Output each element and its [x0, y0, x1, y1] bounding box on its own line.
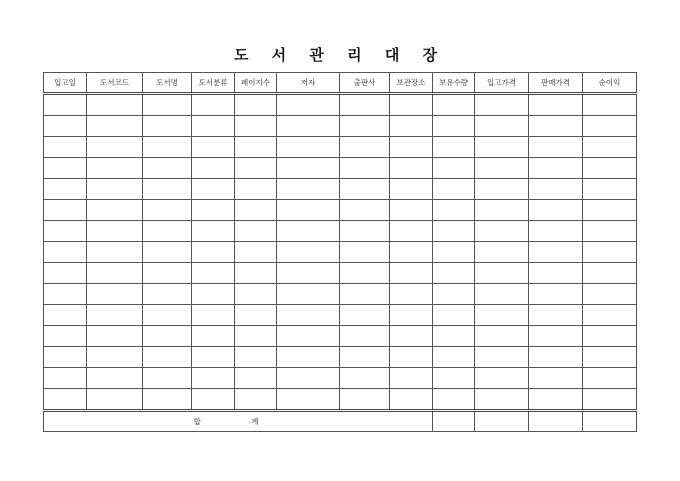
table-cell[interactable] [475, 158, 529, 179]
table-row [44, 137, 637, 158]
table-cell[interactable] [235, 305, 277, 326]
table-row [44, 389, 637, 411]
table-cell[interactable] [475, 94, 529, 116]
table-cell[interactable] [583, 200, 637, 221]
table-cell[interactable] [44, 389, 87, 411]
table-cell[interactable] [529, 158, 583, 179]
table-cell[interactable] [390, 326, 433, 347]
column-header-quantity: 보유수량 [433, 73, 475, 94]
table-cell[interactable] [340, 242, 390, 263]
table-cell[interactable] [529, 94, 583, 116]
table-cell[interactable] [433, 158, 475, 179]
table-cell[interactable] [87, 200, 143, 221]
table-cell[interactable] [87, 389, 143, 411]
table-cell[interactable] [433, 389, 475, 411]
table-cell[interactable] [235, 389, 277, 411]
table-cell[interactable] [143, 200, 192, 221]
table-cell[interactable] [583, 116, 637, 137]
table-cell[interactable] [529, 389, 583, 411]
table-cell[interactable] [583, 368, 637, 389]
table-row [44, 200, 637, 221]
total-cell-net-profit[interactable] [583, 411, 637, 432]
table-cell[interactable] [192, 158, 235, 179]
table-cell[interactable] [277, 305, 340, 326]
table-cell[interactable] [277, 137, 340, 158]
table-cell[interactable] [529, 179, 583, 200]
table-cell[interactable] [192, 305, 235, 326]
table-cell[interactable] [390, 242, 433, 263]
table-cell[interactable] [340, 389, 390, 411]
table-cell[interactable] [143, 179, 192, 200]
table-cell[interactable] [143, 242, 192, 263]
table-cell[interactable] [192, 347, 235, 368]
table-cell[interactable] [433, 200, 475, 221]
table-row [44, 368, 637, 389]
table-cell[interactable] [583, 326, 637, 347]
total-row [44, 411, 637, 432]
book-ledger-table [43, 72, 637, 432]
table-cell[interactable] [529, 242, 583, 263]
table-cell[interactable] [44, 94, 87, 116]
table-cell[interactable] [390, 368, 433, 389]
table-cell[interactable] [87, 179, 143, 200]
table-cell[interactable] [529, 137, 583, 158]
table-cell[interactable] [433, 179, 475, 200]
table-cell[interactable] [235, 179, 277, 200]
table-cell[interactable] [433, 305, 475, 326]
table-cell[interactable] [143, 221, 192, 242]
table-cell[interactable] [44, 326, 87, 347]
table-cell[interactable] [340, 179, 390, 200]
table-cell[interactable] [192, 389, 235, 411]
total-cell-quantity[interactable] [433, 411, 475, 432]
table-cell[interactable] [583, 242, 637, 263]
table-cell[interactable] [390, 116, 433, 137]
page-title: 도 서 관 리 대 장 [233, 46, 447, 64]
table-cell[interactable] [44, 242, 87, 263]
table-cell[interactable] [390, 94, 433, 116]
table-cell[interactable] [475, 389, 529, 411]
table-cell[interactable] [340, 368, 390, 389]
table-cell[interactable] [529, 368, 583, 389]
column-header-publisher: 출판사 [340, 73, 390, 94]
table-cell[interactable] [475, 305, 529, 326]
table-cell[interactable] [390, 389, 433, 411]
table-cell[interactable] [192, 368, 235, 389]
table-cell[interactable] [192, 137, 235, 158]
table-cell[interactable] [529, 263, 583, 284]
table-cell[interactable] [87, 242, 143, 263]
table-cell[interactable] [235, 200, 277, 221]
total-cell-sale-price[interactable] [529, 411, 583, 432]
table-cell[interactable] [433, 221, 475, 242]
column-header-receipt-date: 입고일 [44, 73, 87, 94]
table-cell[interactable] [340, 158, 390, 179]
table-cell[interactable] [277, 200, 340, 221]
table-cell[interactable] [277, 389, 340, 411]
table-cell[interactable] [87, 116, 143, 137]
table-row [44, 326, 637, 347]
table-cell[interactable] [433, 326, 475, 347]
table-cell[interactable] [143, 137, 192, 158]
column-header-author: 저자 [277, 73, 340, 94]
table-cell[interactable] [192, 326, 235, 347]
table-cell[interactable] [529, 284, 583, 305]
table-cell[interactable] [235, 347, 277, 368]
table-cell[interactable] [475, 221, 529, 242]
table-cell[interactable] [44, 221, 87, 242]
table-cell[interactable] [44, 179, 87, 200]
total-cell-purchase-price[interactable] [475, 411, 529, 432]
column-header-book-code: 도서코드 [87, 73, 143, 94]
column-header-book-category: 도서분류 [192, 73, 235, 94]
table-cell[interactable] [143, 263, 192, 284]
table-cell[interactable] [277, 263, 340, 284]
table-cell[interactable] [44, 263, 87, 284]
table-cell[interactable] [87, 284, 143, 305]
table-cell[interactable] [390, 137, 433, 158]
table-cell[interactable] [44, 368, 87, 389]
table-row [44, 305, 637, 326]
table-cell[interactable] [235, 242, 277, 263]
table-cell[interactable] [87, 137, 143, 158]
table-cell[interactable] [529, 200, 583, 221]
table-row [44, 116, 637, 137]
table-cell[interactable] [235, 94, 277, 116]
table-cell[interactable] [192, 242, 235, 263]
table-cell[interactable] [87, 347, 143, 368]
table-cell[interactable] [390, 221, 433, 242]
table-cell[interactable] [192, 221, 235, 242]
column-header-book-title: 도서명 [143, 73, 192, 94]
header-row [44, 73, 637, 94]
table-cell[interactable] [475, 368, 529, 389]
table-cell[interactable] [475, 347, 529, 368]
table-cell[interactable] [143, 389, 192, 411]
table-cell[interactable] [529, 347, 583, 368]
table-cell[interactable] [44, 158, 87, 179]
table-row [44, 94, 637, 116]
table-cell[interactable] [143, 116, 192, 137]
table-cell[interactable] [529, 221, 583, 242]
table-cell[interactable] [475, 326, 529, 347]
column-header-page-count: 페이지수 [235, 73, 277, 94]
table-cell[interactable] [143, 94, 192, 116]
table-cell[interactable] [390, 347, 433, 368]
table-cell[interactable] [340, 263, 390, 284]
table-row [44, 263, 637, 284]
table-cell[interactable] [235, 368, 277, 389]
table-cell[interactable] [583, 137, 637, 158]
table-cell[interactable] [192, 263, 235, 284]
table-cell[interactable] [277, 179, 340, 200]
table-cell[interactable] [583, 94, 637, 116]
table-cell[interactable] [475, 200, 529, 221]
table-cell[interactable] [44, 200, 87, 221]
table-cell[interactable] [583, 263, 637, 284]
table-cell[interactable] [277, 326, 340, 347]
table-cell[interactable] [44, 116, 87, 137]
table-cell[interactable] [277, 158, 340, 179]
table-cell[interactable] [433, 347, 475, 368]
table-cell[interactable] [143, 347, 192, 368]
table-cell[interactable] [433, 137, 475, 158]
table-cell[interactable] [192, 116, 235, 137]
table-cell[interactable] [87, 94, 143, 116]
table-cell[interactable] [277, 284, 340, 305]
ledger-body [44, 94, 637, 411]
table-cell[interactable] [390, 284, 433, 305]
table-cell[interactable] [192, 200, 235, 221]
column-header-purchase-price: 입고가격 [475, 73, 529, 94]
table-cell[interactable] [475, 116, 529, 137]
table-cell[interactable] [87, 221, 143, 242]
table-cell[interactable] [87, 263, 143, 284]
table-row [44, 242, 637, 263]
table-cell[interactable] [277, 242, 340, 263]
table-cell[interactable] [475, 284, 529, 305]
table-row [44, 179, 637, 200]
table-cell[interactable] [44, 305, 87, 326]
table-row [44, 284, 637, 305]
table-cell[interactable] [235, 137, 277, 158]
table-cell[interactable] [87, 368, 143, 389]
total-label: 합 계 [44, 411, 433, 432]
column-header-net-profit: 순이익 [583, 73, 637, 94]
table-cell[interactable] [583, 221, 637, 242]
table-cell[interactable] [143, 158, 192, 179]
table-cell[interactable] [235, 221, 277, 242]
column-header-sale-price: 판매가격 [529, 73, 583, 94]
table-cell[interactable] [277, 116, 340, 137]
table-cell[interactable] [340, 94, 390, 116]
table-cell[interactable] [390, 179, 433, 200]
table-cell[interactable] [235, 284, 277, 305]
table-row [44, 221, 637, 242]
table-cell[interactable] [235, 326, 277, 347]
table-cell[interactable] [475, 179, 529, 200]
table-cell[interactable] [583, 179, 637, 200]
table-row [44, 347, 637, 368]
table-cell[interactable] [143, 305, 192, 326]
column-header-storage-location: 보관장소 [390, 73, 433, 94]
table-cell[interactable] [390, 200, 433, 221]
table-cell[interactable] [390, 305, 433, 326]
table-cell[interactable] [583, 389, 637, 411]
table-cell[interactable] [433, 242, 475, 263]
table-cell[interactable] [87, 158, 143, 179]
table-cell[interactable] [390, 263, 433, 284]
table-cell[interactable] [583, 305, 637, 326]
table-cell[interactable] [277, 221, 340, 242]
table-cell[interactable] [433, 116, 475, 137]
table-cell[interactable] [340, 347, 390, 368]
table-cell[interactable] [143, 368, 192, 389]
table-cell[interactable] [529, 305, 583, 326]
table-row [44, 158, 637, 179]
table-cell[interactable] [340, 116, 390, 137]
table-cell[interactable] [340, 221, 390, 242]
table-cell[interactable] [235, 263, 277, 284]
table-cell[interactable] [340, 137, 390, 158]
table-cell[interactable] [433, 368, 475, 389]
table-cell[interactable] [143, 326, 192, 347]
table-cell[interactable] [87, 305, 143, 326]
table-cell[interactable] [277, 94, 340, 116]
table-cell[interactable] [192, 94, 235, 116]
table-cell[interactable] [340, 284, 390, 305]
table-cell[interactable] [277, 368, 340, 389]
table-cell[interactable] [433, 94, 475, 116]
table-cell[interactable] [192, 179, 235, 200]
table-cell[interactable] [340, 305, 390, 326]
table-cell[interactable] [277, 347, 340, 368]
table-cell[interactable] [390, 158, 433, 179]
table-cell[interactable] [235, 158, 277, 179]
table-cell[interactable] [44, 137, 87, 158]
table-cell[interactable] [475, 137, 529, 158]
table-cell[interactable] [529, 326, 583, 347]
table-cell[interactable] [44, 347, 87, 368]
table-cell[interactable] [87, 326, 143, 347]
table-cell[interactable] [192, 284, 235, 305]
table-cell[interactable] [433, 263, 475, 284]
table-cell[interactable] [143, 284, 192, 305]
table-cell[interactable] [433, 284, 475, 305]
table-cell[interactable] [235, 116, 277, 137]
table-cell[interactable] [583, 347, 637, 368]
table-cell[interactable] [475, 263, 529, 284]
table-cell[interactable] [340, 326, 390, 347]
table-cell[interactable] [529, 116, 583, 137]
table-cell[interactable] [583, 158, 637, 179]
table-cell[interactable] [44, 284, 87, 305]
table-cell[interactable] [475, 242, 529, 263]
table-cell[interactable] [583, 284, 637, 305]
table-cell[interactable] [340, 200, 390, 221]
